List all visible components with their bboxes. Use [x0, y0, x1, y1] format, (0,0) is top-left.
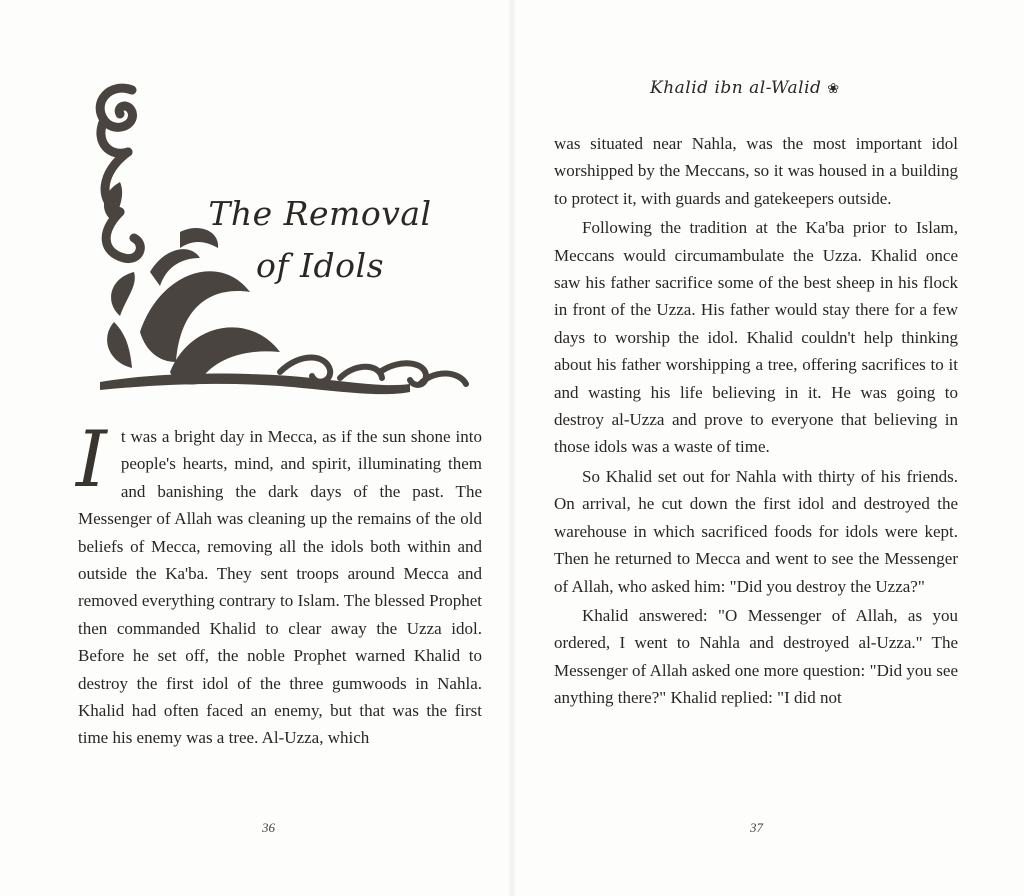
- chapter-title: [200, 188, 440, 292]
- page-number-left: 36: [262, 820, 275, 835]
- running-head: [650, 78, 840, 98]
- paragraph: Khalid answered: "O Messenger of Allah, as you ordered, I went to Nahla and destroyed al-Uzza." The Messenger of Allah asked one more question: "Did you see anything there?" Khalid replied: "I did not: [554, 605, 958, 708]
- opening-paragraph: [76, 415, 482, 752]
- flower-ornament-icon: ❀: [827, 81, 840, 97]
- paragraph: Following the tradition at the Ka'ba prior to Islam, Meccans would circumambulate the Uzza. Khalid once saw his father sacrifice some of the best sheep in his flock in front of the Uzza. His father would stay there for a few days to worship the idol. Khalid couldn't help thinking about his father worshipping a tree, offering sacrifices to it and wasting his life believing in it. He was going to destroy al-Uzza and prove to everyone that believing in those idols was a waste of time.: [554, 218, 958, 457]
- left-body-text: [76, 415, 482, 752]
- page-number-right: 37: [750, 820, 763, 835]
- paragraph: was situated near Nahla, was the most important idol worshipped by the Meccans, so it was housed in a building to protect it, with guards and gatekeepers outside.: [554, 134, 958, 208]
- drop-cap: I: [76, 415, 107, 505]
- chapter-title-line2: of Idols: [255, 246, 385, 285]
- paragraph: So Khalid set out for Nahla with thirty of his friends. On arrival, he cut down the first idol and destroyed the warehouse in which sacrificed foods for idols were kept. Then he returned to Mecca and went to see the Messenger of Allah, who asked him: "Did you destroy the Uzza?": [554, 466, 958, 596]
- opening-paragraph-text: t was a bright day in Mecca, as if the sun shone into people's hearts, mind, and spirit, illuminating them and banishing the dark days of the past. The Messenger of Allah was cleaning up the remains of the old beliefs of Mecca, removing all the idols both within and outside the Ka'ba. They sent troops around Mecca and removed everything contrary to Islam. The blessed Prophet then commanded Khalid to clear away the Uzza idol. Before he set off, the noble Prophet warned Khalid to destroy the first idol of the three gumwoods in Nahla. Khalid had often faced an enemy, but that was the first time his enemy was a tree. Al-Uzza, which: [78, 427, 482, 748]
- right-body-text: [554, 130, 958, 712]
- running-head-text: Khalid ibn al-Walid: [650, 78, 822, 98]
- chapter-title-line1: The Removal: [208, 194, 432, 233]
